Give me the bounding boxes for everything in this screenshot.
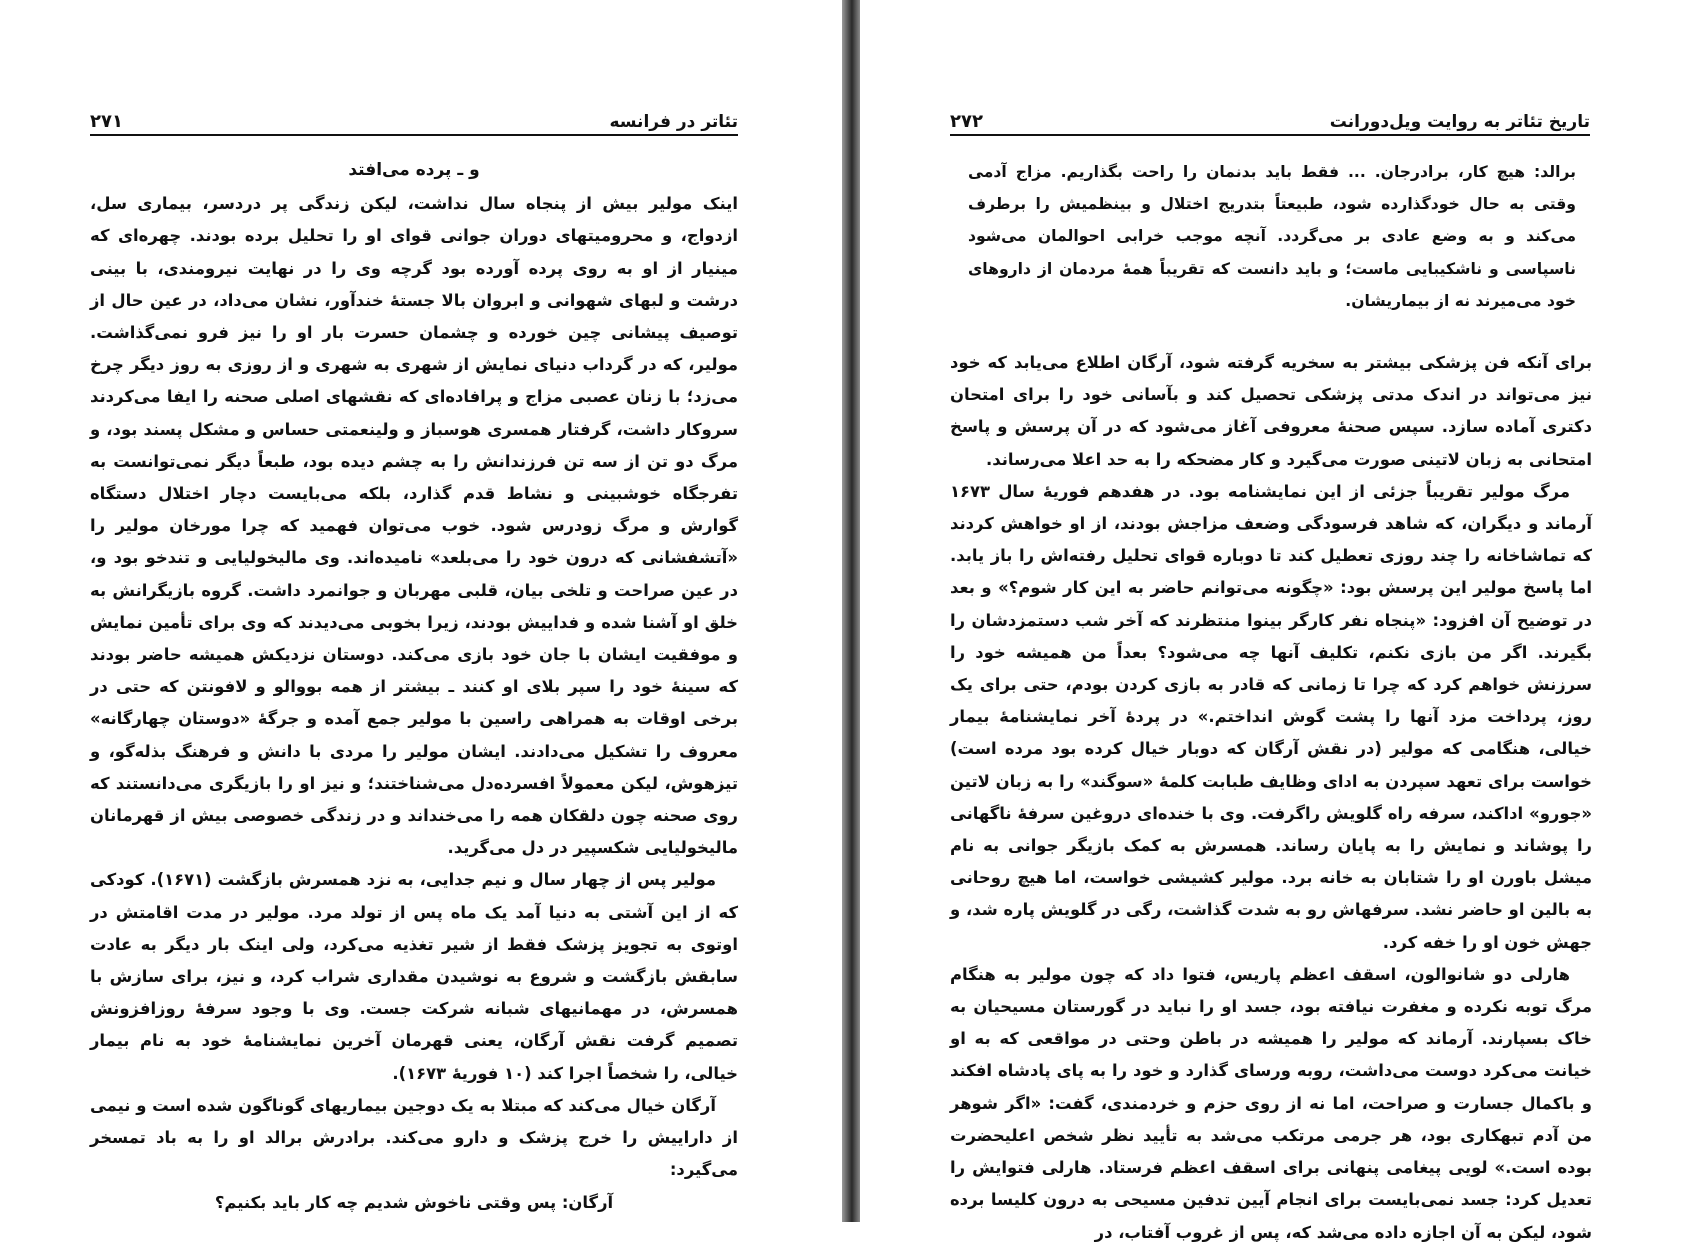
right-page-number: ۲۷۲ [950,111,983,132]
left-paragraph-1: اینک مولیر بیش از پنجاه سال نداشت، لیکن زندگی پر دردسر، بیماری سل، ازدواج، و محرومیتهای دوران جوانی قوای او را تحلیل برده بودند. چهره‌ای که مینیار از او به روی پرده آورده بود گرچه وی را در نهایت نیرومندی، با بینی درشت و لبهای شهوانی و ابروان بالا جستهٔ خندآور، نشان می‌داد، در عین حال از توصیف پیشانی چین خورده و چشمان حسرت بار او را نیز فرو نمی‌گذاشت. مولیر، که در گرداب دنیای نمایش از شهری به شهری و از روزی به روز دیگر چرخ می‌زد؛ با زنان عصبی مزاج و پرافاده‌ای که نقشهای اصلی صحنه را ایفا می‌کردند سروکار داشت، گرفتار همسری هوسباز و ولینعمتی حساس و مشکل پسند بود، و مرگ دو تن از سه تن فرزندانش را به چشم دیده بود، طبعاً دیگر نمی‌توانست به تفرجگاه خوشبینی و نشاط قدم گذارد، بلکه می‌بایست دچار اختلال دستگاه گوارش و مرگ زودرس شود. خوب می‌توان فهمید که چرا مورخان مولیر را «آتشفشانی که درون خود را می‌بلعد» نامیده‌اند. وی مالیخولیایی و تندخو بود و، در عین صراحت و تلخی بیان، قلبی مهربان و جوانمرد داشت. گروه بازیگرانش به خلق او آشنا شده و فداییش بودند، زیرا بخوبی می‌دیدند که وی برای تأمین نمایش و موفقیت ایشان با جان خود بازی می‌کند. دوستان نزدیکش همیشه حاضر بودند که سینهٔ خود را سپر بلای او کنند ـ بیشتر از همه بووالو و لافونتن که حتی در برخی اوقات به همراهی راسین با مولیر جمع آمده و جرگهٔ «دوستان چهارگانه» معروف را تشکیل می‌دادند. ایشان مولیر را مردی با دانش و فرهنگ بذله‌گو، و تیزهوش، لیکن معمولاً افسرده‌دل می‌شناختند؛ و نیز او را بازیگری می‌دانستند که روی صحنه چون دلقکان همه را می‌خنداند و در زندگی خصوصی بیش از قهرمانان مالیخولیایی شکسپیر در دل می‌گرید. [90,194,738,858]
right-page-header [950,102,1590,136]
right-page-body [950,156,1592,1249]
left-paragraph-2: مولیر پس از چهار سال و نیم جدایی، به نزد همسرش بازگشت (۱۶۷۱). کودکی که از این آشتی به دنیا آمد یک ماه پس از تولد مرد. مولیر در مدت اقامتش در اوتوی به تجویز پزشک فقط از شیر تغذیه می‌کرد، ولی اینک بار دیگر به عادت سابقش بازگشت و شروع به نوشیدن مقداری شراب کرد، و نیز، برای سازش با همسرش، در مهمانیهای شبانه شرکت جست. وی با وجود سرفهٔ روزافزونش تصمیم گرفت نقش آرگان، یعنی قهرمان آخرین نمایشنامهٔ خود به نام بیمار خیالی، را شخصاً اجرا کند (۱۰ فوریهٔ ۱۶۷۳). [90,870,738,1083]
right-paragraph-2: مرگ مولیر تقریباً جزئی از این نمایشنامه بود. در هفدهم فوریهٔ سال ۱۶۷۳ آرماند و دیگران، که شاهد فرسودگی وضعف مزاجش بودند، از او خواهش کردند که تماشاخانه را چند روزی تعطیل کند تا دوباره قوای تحلیل رفته‌اش را باز یابد. اما پاسخ مولیر این پرسش بود: «چگونه می‌توانم حاضر به این کار شوم؟» و بعد در توضیح آن افزود: «پنجاه نفر کارگر بینوا منتظرند که آخر شب دستمزدشان را بگیرند. اگر من بازی نکنم، تکلیف آنها چه می‌شود؟ بعداً من همیشه خود را سرزنش خواهم کرد که چرا تا زمانی که قادر به بازی کردن بودم، حتی برای یک روز، پرداخت مزد آنها را پشت گوش انداختم.» در پردهٔ آخر نمایشنامهٔ بیمار خیالی، هنگامی که مولیر (در نقش آرگان که دوبار خیال کرده بود مرده است) خواست برای تعهد سپردن به ادای وظایف طبابت کلمهٔ «سوگند» را به زبان لاتین «جورو» اداکند، سرفه راه گلویش راگرفت. وی با خنده‌ای دروغین سرفهٔ ناگهانی را پوشاند و نمایش را به پایان رساند. همسرش به کمک بازیگر جوانی به نام میشل باورن او را شتابان به خانه برد. مولیر کشیشی خواست، اما هیچ روحانی به بالین او حاضر نشد. سرفهاش رو به شدت گذاشت، رگی در گلویش پاره شد، و جهش خون او را خفه کرد. [950,481,1592,952]
dialogue-line-argan: آرگان: پس وقتی ناخوش شدیم چه کار باید بکنیم؟ [214,1192,614,1212]
left-page-number: ۲۷۱ [90,111,123,132]
right-running-title: تاریخ تئاتر به روایت ویل‌دورانت [1329,112,1590,132]
left-page [0,0,842,1222]
left-page-header [90,102,738,136]
left-paragraph-3: آرگان خیال می‌کند که مبتلا به یک دوجین بیماریهای گوناگون شده است و نیمی از داراییش را خرج پزشک و دارو می‌کند. برادرش برالد او را به باد تمسخر می‌گیرد: [90,1095,738,1180]
left-page-body [90,154,738,1219]
paragraph-gap [950,317,1592,347]
right-paragraph-1: برای آنکه فن پزشکی بیشتر به سخریه گرفته شود، آرگان اطلاع می‌یابد که خود نیز می‌تواند در اندک مدتی پزشکی تحصیل کند و بآسانی خود را برای امتحان دکتری آماده سازد. سپس صحنهٔ معروفی آغاز می‌شود که در آن پرسش و پاسخ امتحانی به زبان لاتینی صورت می‌گیرد و کار مضحکه را به حد اعلا می‌رساند. [950,353,1592,469]
section-title: و ـ پرده می‌افتد [348,160,480,180]
right-page [860,0,1690,1242]
right-paragraph-3: هارلی دو شانوالون، اسقف اعظم پاریس، فتوا داد که چون مولیر به هنگام مرگ توبه نکرده و مغفرت نیافته بود، جسد او را نباید در گورستان مسیحیان به خاک بسپارند. آرماند که مولیر را همیشه در باطن وحتی در مواقعی که به او خیانت می‌کرد دوست می‌داشت، روبه ورسای گذارد و خود را به پای پادشاه افکند و باکمال جسارت و صراحت، اما نه از روی حزم و خردمندی، گفت: «اگر شوهر من آدم تبهکاری بود، هر جرمی مرتکب می‌شد به تأیید نظر شخص اعلیحضرت بوده است.» لویی پیغامی پنهانی برای اسقف اعظم فرستاد. هارلی فتوایش را تعدیل کرد: جسد نمی‌بایست برای انجام آیین تدفین مسیحی به درون کلیسا برده شود، لیکن به آن اجازه داده می‌شد که، پس از غروب آفتاب، در [950,964,1592,1242]
left-running-title: تئاتر در فرانسه [609,112,738,132]
dialogue-block-berald: برالد: هیچ کار، برادرجان. ... فقط باید بدنمان را راحت بگذاریم. مزاج آدمی وقتی به حال خودگذارده شود، طبیعتاً بتدریج اختلال و بینظمیش را برطرف می‌کند و به وضع عادی بر می‌گردد. آنچه موجب خرابی احوالمان می‌شود ناسپاسی و ناشکیبایی ماست؛ و باید دانست که تقریباً همهٔ مردمان از داروهای خود می‌میرند نه از بیماریشان. [968,163,1576,310]
book-gutter [842,0,860,1222]
